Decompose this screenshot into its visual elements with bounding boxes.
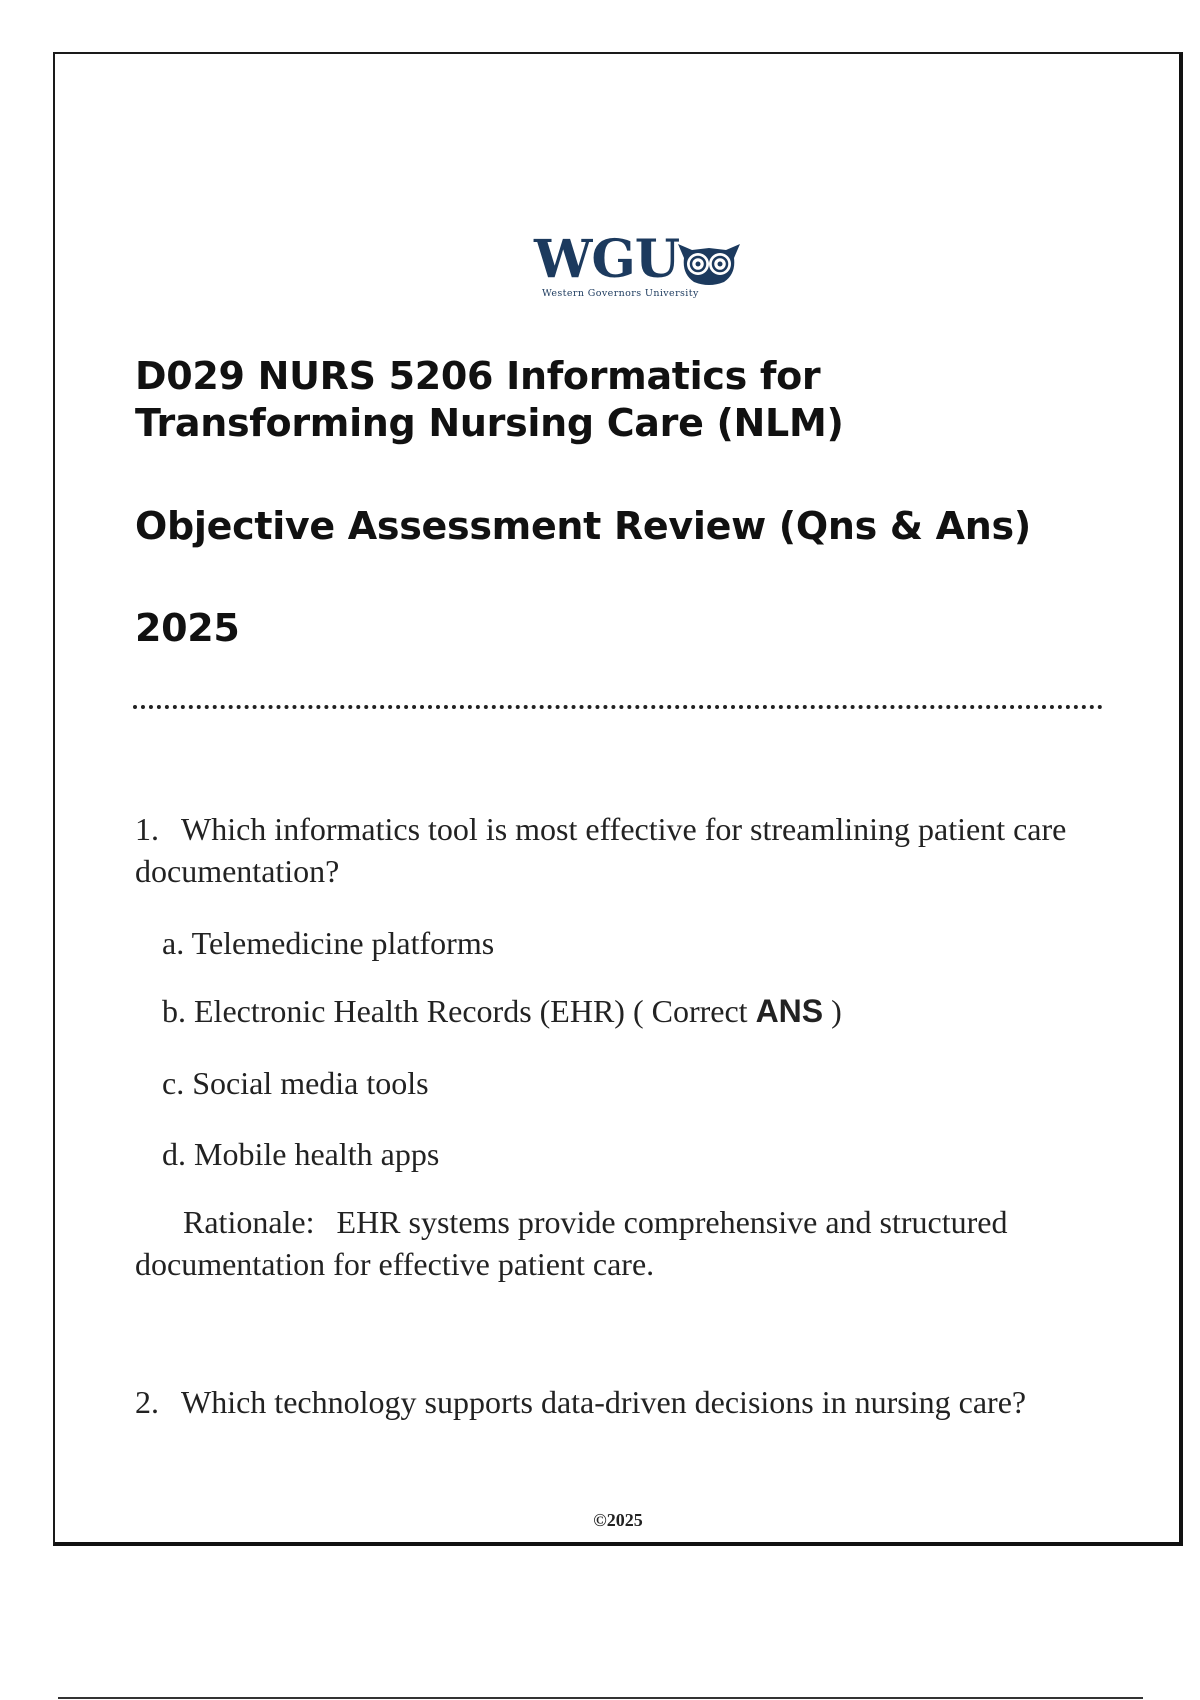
rationale bbox=[135, 1201, 1095, 1285]
option-close: ) bbox=[831, 993, 842, 1029]
question-number: 1. bbox=[135, 811, 159, 847]
option-a: a. Telemedicine platforms bbox=[162, 925, 495, 961]
owl-icon bbox=[676, 240, 742, 286]
ans-tag: ANS bbox=[755, 993, 824, 1029]
logo-wordmark: WGU bbox=[534, 229, 680, 290]
wgu-logo bbox=[530, 229, 750, 302]
logo-subtitle: Western Governors University bbox=[542, 288, 699, 299]
rationale-text: EHR systems provide comprehensive and structured documentation for effective patient care. bbox=[135, 1204, 1008, 1282]
review-title: Objective Assessment Review (Qns & Ans) bbox=[135, 504, 1031, 548]
question-text: Which informatics tool is most effective for streamlining patient care documentation? bbox=[135, 811, 1067, 889]
dotted-divider bbox=[133, 705, 1103, 709]
question-2 bbox=[135, 1381, 1095, 1423]
rationale-label: Rationale: bbox=[183, 1204, 315, 1240]
course-title: D029 NURS 5206 Informatics for Transforming Nursing Care (NLM) bbox=[135, 354, 844, 445]
question-1 bbox=[135, 808, 1095, 892]
bottom-rule bbox=[58, 1697, 1143, 1699]
footer-copyright: ©2025 bbox=[593, 1510, 643, 1530]
question-text: Which technology supports data-driven decisions in nursing care? bbox=[181, 1384, 1027, 1420]
question-number: 2. bbox=[135, 1384, 159, 1420]
option-text: b. Electronic Health Records (EHR) ( bbox=[162, 993, 644, 1029]
year-title: 2025 bbox=[135, 606, 240, 650]
correct-label: Correct bbox=[651, 993, 748, 1029]
option-d: d. Mobile health apps bbox=[162, 1136, 440, 1172]
option-b bbox=[162, 990, 1092, 1032]
option-c: c. Social media tools bbox=[162, 1065, 429, 1101]
